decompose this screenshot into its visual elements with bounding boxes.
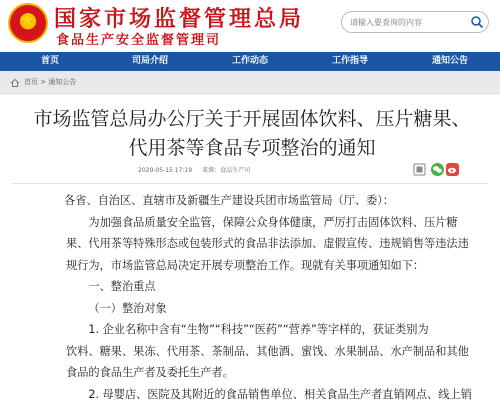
search-input[interactable]	[350, 15, 468, 30]
breadcrumb	[24, 77, 76, 87]
paragraph-line: 果、代用茶等特殊形态或包装形式的食品非法添加、虚假宣传、违规销售等违法违	[66, 237, 469, 250]
share-wechat-icon[interactable]	[431, 163, 444, 176]
subsection-heading: （一）整治对象	[88, 301, 167, 315]
article-body	[66, 190, 482, 405]
nav-item-about[interactable]: 司局介绍	[131, 56, 168, 66]
nav-item-notices[interactable]: 通知公告	[431, 56, 468, 66]
paragraph-line: 为加强食品质量安全监管，保障公众身体健康，严厉打击固体饮料、压片糖	[88, 215, 458, 229]
paragraph-line: 饮料、糖果、果冻、代用茶、茶制品、其他酒、蜜饯、水果制品、水产制品和其他	[66, 344, 469, 358]
breadcrumb-home-link[interactable]: 首页	[24, 78, 38, 86]
article-date: 2020-05-15 17:19	[138, 167, 193, 174]
paragraph-line: 1. 企业名称中含有“生物”“科技”“医药”“营养”等字样的，获证类别为	[88, 323, 429, 336]
article-meta	[138, 165, 250, 174]
national-emblem-icon	[8, 3, 48, 43]
site-title[interactable]: 国家市场监督管理总局	[54, 6, 305, 32]
breadcrumb-bar	[0, 71, 500, 95]
breadcrumb-separator: >	[38, 78, 49, 86]
article-title: 市场监管总局办公厅关于开展固体饮料、压片糖果、代用茶等食品专项整治的通知	[33, 108, 471, 159]
site-subtitle: 食品生产安全监督管理司	[56, 33, 222, 48]
section-heading: 一、整治重点	[88, 280, 156, 293]
paragraph-line: 规行为，市场监管总局决定开展专项整治工作。现就有关事项通知如下：	[66, 258, 425, 272]
nav-item-home[interactable]: 首页	[40, 56, 59, 66]
site-header	[0, 0, 500, 52]
nav-item-news[interactable]: 工作动态	[231, 56, 268, 66]
main-nav	[0, 52, 500, 71]
nav-item-guidance[interactable]: 工作指导	[331, 56, 368, 66]
search-icon[interactable]	[470, 15, 484, 29]
home-icon	[10, 78, 20, 88]
breadcrumb-current[interactable]: 通知公告	[48, 78, 77, 86]
share-qzone-icon[interactable]	[413, 163, 426, 176]
article-source: 来源：食品生产司	[202, 167, 251, 174]
search-box[interactable]	[341, 11, 489, 33]
paragraph-line: 2. 母婴店、医院及其附近的食品销售单位、相关食品生产者直销网点、线上销	[88, 387, 472, 401]
share-weibo-icon[interactable]	[446, 163, 459, 176]
divider	[12, 183, 488, 184]
paragraph-line: 食品的食品生产者及委托生产者。	[66, 366, 234, 379]
salutation: 各省、自治区、直辖市及新疆生产建设兵团市场监管局（厅、委）：	[64, 194, 395, 207]
